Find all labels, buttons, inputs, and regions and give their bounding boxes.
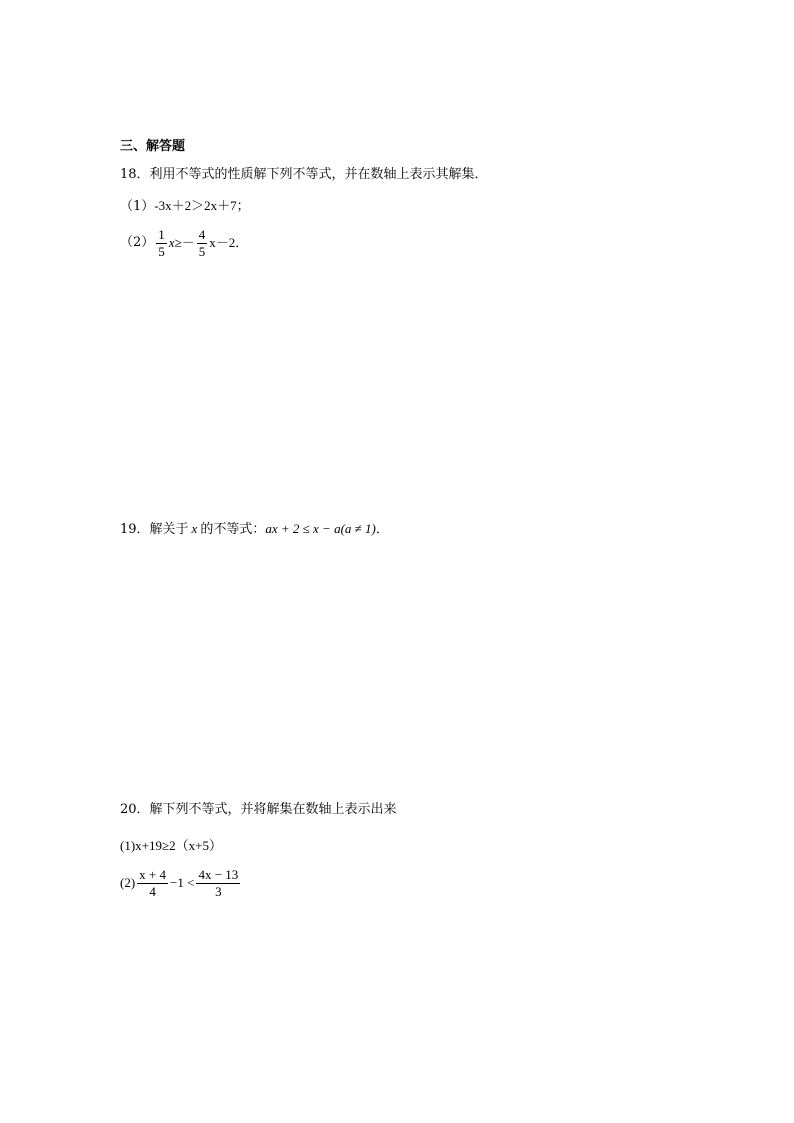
variable-x: x <box>191 521 198 536</box>
question-19-mid: 的不等式： <box>200 522 266 537</box>
inequality-expression: -3x＋2＞2x＋7； <box>154 198 250 213</box>
variable-x: x <box>168 235 175 250</box>
fraction-numerator: 4x − 13 <box>198 866 239 882</box>
fraction-denominator: 4 <box>149 883 156 899</box>
relation-symbol: ≥－ <box>174 235 195 250</box>
section-title: 三、解答题 <box>120 139 186 154</box>
fraction-numerator: x + 4 <box>139 866 167 882</box>
question-19-end: ． <box>375 522 389 537</box>
fraction-numerator: 1 <box>158 226 165 242</box>
fraction-denominator: 3 <box>215 883 222 899</box>
fraction-one-fifth <box>156 228 167 259</box>
part-label: （2） <box>120 235 155 250</box>
expression-tail: x－2． <box>209 235 249 250</box>
question-20-stem: 20．解下列不等式，并将解集在数轴上表示出来 <box>120 802 397 817</box>
fraction-denominator: 5 <box>198 243 206 259</box>
question-18-part-1 <box>120 198 250 215</box>
fraction-4x-minus-13-over-3 <box>196 868 240 899</box>
question-19 <box>120 521 389 538</box>
question-19-prefix: 19．解关于 <box>120 522 189 537</box>
question-18-part-2 <box>120 226 248 261</box>
part-label: （1） <box>120 199 155 214</box>
fraction-numerator: 4 <box>198 226 206 242</box>
relation-symbol: −1 < <box>170 875 195 890</box>
question-20-part-1: (1)x+19≥2（x+5） <box>120 838 222 853</box>
question-20-part-2 <box>120 866 242 901</box>
fraction-denominator: 5 <box>158 243 165 259</box>
inequality-expression: ax + 2 ≤ x − a(a ≠ 1) <box>265 521 376 536</box>
fraction-four-fifths <box>197 228 208 259</box>
fraction-x-plus-4-over-4 <box>137 868 168 899</box>
part-label: (2) <box>120 875 136 890</box>
question-18-stem: 18．利用不等式的性质解下列不等式，并在数轴上表示其解集． <box>120 167 488 182</box>
